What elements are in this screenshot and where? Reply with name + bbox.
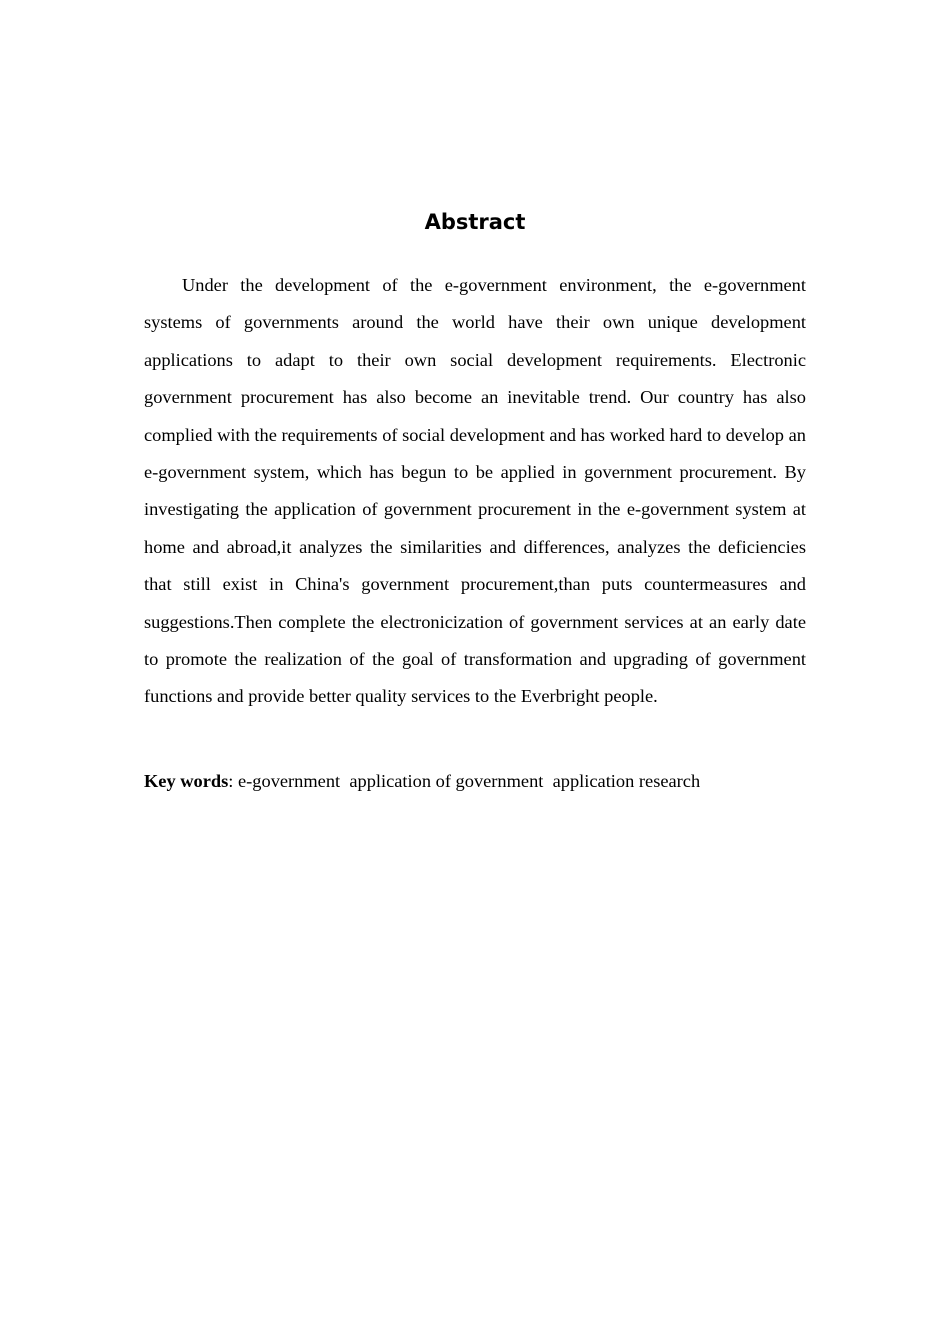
keywords-label: Key words: [144, 771, 229, 791]
abstract-title: Abstract: [424, 210, 526, 234]
abstract-body: Under the development of the e-government environment, the e-government systems of governments around the world have their own unique development applications to adapt to their own social development requirements. Electronic government procurement has also become an inevitable trend. Our country has also complied with the requirements of social development and has worked hard to develop an e-government system, which has begun to be applied in government procurement. By investigating the application of government procurement in the e-government system at home and abroad,it analyzes the similarities and differences, analyzes the deficiencies that still exist in China's government procurement,than puts countermeasures and suggestions.Then complete the electronicization of government services at an early date to promote the realization of the goal of transformation and upgrading of government functions and provide better quality services to the Everbright people.: [144, 275, 806, 707]
keywords-text: e-government application of government application research: [238, 771, 701, 791]
keywords-separator: :: [228, 771, 239, 791]
keywords-line: [144, 768, 806, 794]
